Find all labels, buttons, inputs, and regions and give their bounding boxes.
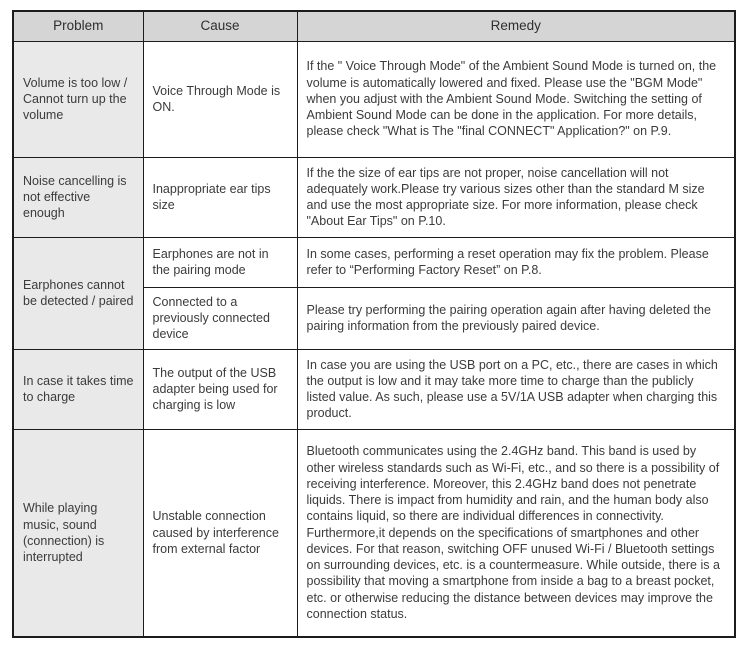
header-cause: Cause xyxy=(143,11,297,41)
remedy-cell-ear-tips: If the the size of ear tips are not proper, noise cancellation will not adequately work.Please try various sizes other than the standard M size and use the most appropriate size. For more information, please check "About Ear Tips" on P.10. xyxy=(297,157,735,237)
cause-cell-ear-tips: Inappropriate ear tips size xyxy=(143,157,297,237)
problem-cell-pairing: Earphones cannot be detected / paired xyxy=(13,237,143,349)
problem-cell-sound-interrupted: While playing music, sound (connection) is interrupted xyxy=(13,429,143,637)
remedy-cell-interference: Bluetooth communicates using the 2.4GHz band. This band is used by other wireless standards such as Wi-Fi, etc., and so there is a possibility of receiving interference. Moreover, this 2.4GHz band does not penetrate liquids. There is impact from humidity and rain, and the human body also contains liquid, so there are individual differences in connectivity. Furthermore,it depends on the specifications of smartphones and other devices. For that reason, switching OFF unused Wi-Fi / Bluetooth settings on surrounding devices, etc. is a countermeasure. While outside, there is a possibility that moving a smartphone from inside a bag to a breast pocket, etc. or otherwise reducing the distance between devices may improve the connection status. xyxy=(297,429,735,637)
table-row xyxy=(13,41,735,157)
problem-cell-noise-cancelling: Noise cancelling is not effective enough xyxy=(13,157,143,237)
table-row xyxy=(13,429,735,637)
remedy-cell-usb-output: In case you are using the USB port on a PC, etc., there are cases in which the output is low and it may take more time to charge than the publicly listed value. As such, please use a 5V/1A USB adapter when charging this product. xyxy=(297,349,735,429)
cause-cell-pairing-mode: Earphones are not in the pairing mode xyxy=(143,237,297,287)
table-row xyxy=(13,237,735,287)
table-row xyxy=(13,157,735,237)
header-problem: Problem xyxy=(13,11,143,41)
troubleshooting-table xyxy=(12,10,736,638)
problem-cell-charging: In case it takes time to charge xyxy=(13,349,143,429)
cause-cell-previous-device: Connected to a previously connected device xyxy=(143,287,297,349)
header-remedy: Remedy xyxy=(297,11,735,41)
problem-cell-volume: Volume is too low / Cannot turn up the volume xyxy=(13,41,143,157)
table-row xyxy=(13,349,735,429)
header-row xyxy=(13,11,735,41)
remedy-cell-voice-through: If the " Voice Through Mode" of the Ambient Sound Mode is turned on, the volume is automatically lowered and fixed. Please use the "BGM Mode" when you adjust with the Ambient Sound Mode. Switching the setting of Ambient Sound Mode can be done in the application. For more details, please check "What is The "final CONNECT" Application?" on P.9. xyxy=(297,41,735,157)
cause-cell-voice-through: Voice Through Mode is ON. xyxy=(143,41,297,157)
remedy-cell-pairing-mode: In some cases, performing a reset operation may fix the problem. Please refer to “Performing Factory Reset” on P.8. xyxy=(297,237,735,287)
remedy-cell-previous-device: Please try performing the pairing operation again after having deleted the pairing information from the previously paired device. xyxy=(297,287,735,349)
cause-cell-interference: Unstable connection caused by interference from external factor xyxy=(143,429,297,637)
cause-cell-usb-output: The output of the USB adapter being used for charging is low xyxy=(143,349,297,429)
